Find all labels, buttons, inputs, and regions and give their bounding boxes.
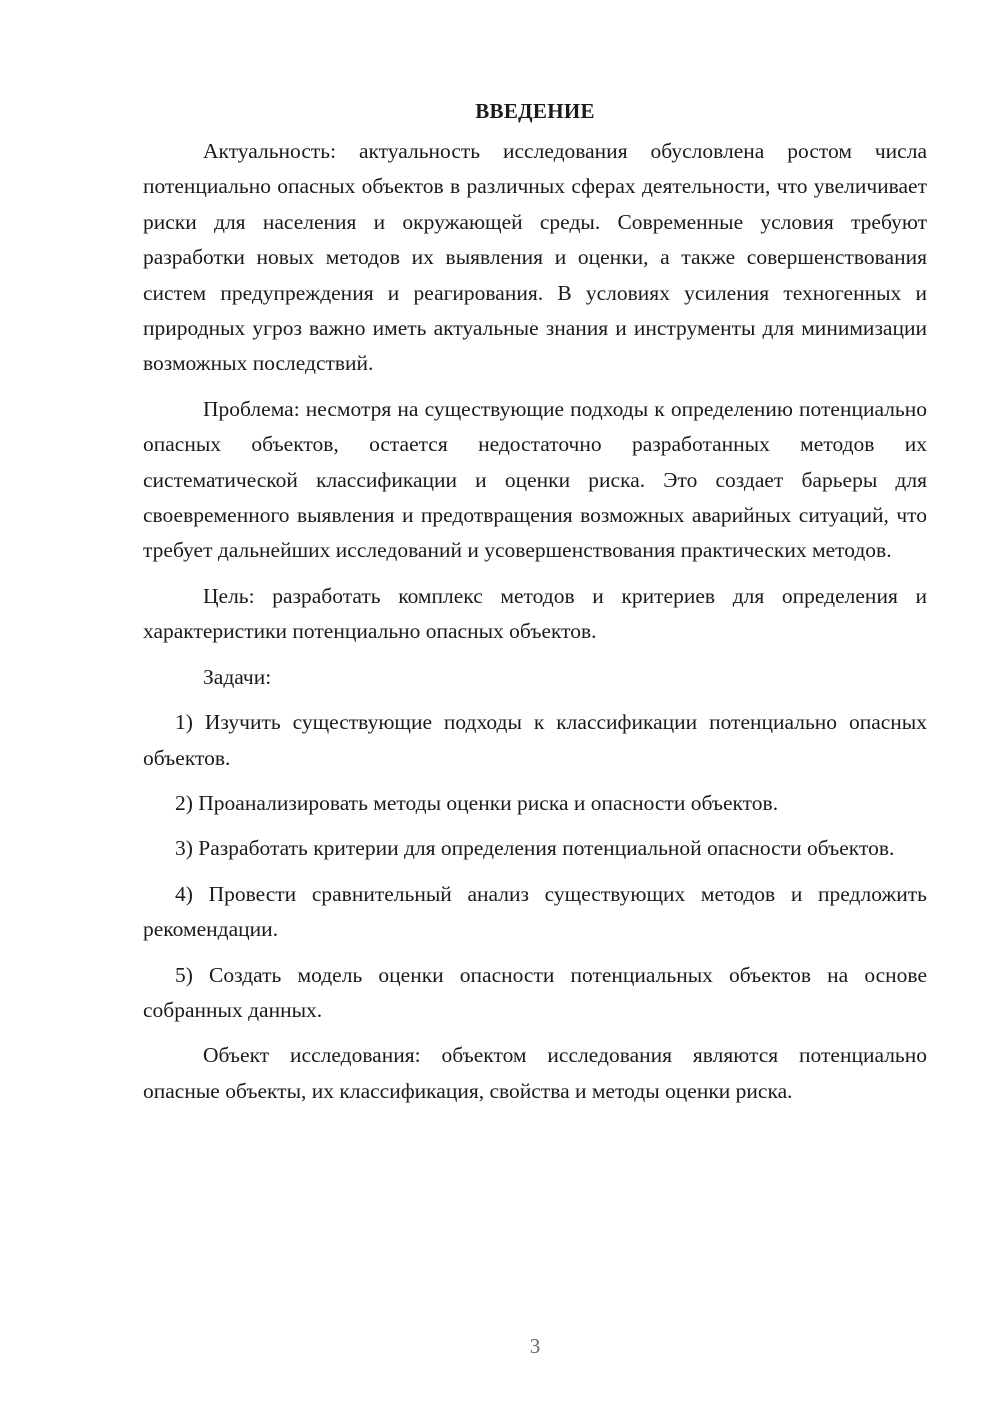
task-item-4: 4) Провести сравнительный анализ существующих методов и предложить рекомендации. bbox=[143, 881, 927, 942]
task-item-1: 1) Изучить существующие подходы к классификации потенциально опасных объектов. bbox=[143, 710, 927, 770]
paragraph-object: Объект исследования: объектом исследования являются потенциально опасные объекты, их классификация, свойства и методы оценки риска. bbox=[143, 1043, 927, 1103]
page-number: 3 bbox=[529, 1334, 541, 1358]
task-item-5: 5) Создать модель оценки опасности потенциальных объектов на основе собранных данных. bbox=[143, 962, 927, 1022]
task-item-3: 3) Разработать критерии для определения потенциальной опасности объектов. bbox=[175, 836, 895, 861]
document-page bbox=[143, 96, 927, 1119]
paragraph-relevance: Актуальность: актуальность исследования обусловлена ростом числа потенциально опасных объектов в различных сферах деятельности, что увеличивает риски для населения и окружающей среды. Современные условия требуют разработки новых методов их выявления и оценки, а также совершенствования систем предупреждения и реагирования. В условиях усиления техногенных и природных угроз важно иметь актуальные знания и инструменты для минимизации возможных последствий. bbox=[143, 139, 927, 376]
task-item-2: 2) Проанализировать методы оценки риска и опасности объектов. bbox=[175, 790, 779, 815]
paragraph-goal: Цель: разработать комплекс методов и критериев для определения и характеристики потенциально опасных объектов. bbox=[143, 583, 927, 644]
section-heading: ВВЕДЕНИЕ bbox=[475, 99, 595, 123]
tasks-label: Задачи: bbox=[203, 664, 272, 689]
paragraph-problem: Проблема: несмотря на существующие подходы к определению потенциально опасных объектов, остается недостаточно разработанных методов их систематической классификации и оценки риска. Это создает барьеры для своевременного выявления и предотвращения возможных аварийных ситуаций, что требует дальнейших исследований и усовершенствования практических методов. bbox=[143, 396, 927, 563]
